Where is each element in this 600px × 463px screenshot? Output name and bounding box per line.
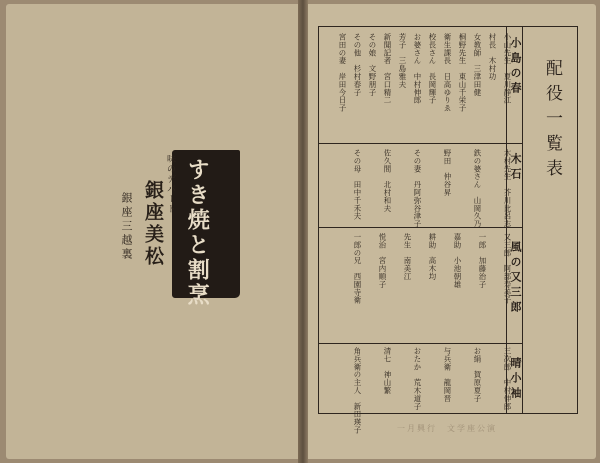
cast-entry: 宮田の妻 岸田今日子 <box>338 33 347 112</box>
play-title-4: 晴小袖 <box>509 357 522 402</box>
cast-entry: 桐野先生 東山千栄子 <box>458 33 467 112</box>
cast-entry: 芳子 三島雅夫 <box>398 33 407 89</box>
right-page <box>308 4 596 459</box>
play-title-1: 小島の春 <box>509 37 522 97</box>
cast-entry: 嘉助 小池朝雄 <box>453 233 462 289</box>
left-page <box>6 4 298 459</box>
page-title: 配役一覧表 <box>542 59 562 184</box>
cast-entry: お絹 賀原夏子 <box>473 347 482 403</box>
ad-product-text: すき焼と割烹 <box>184 158 210 308</box>
heading-column <box>522 27 577 413</box>
cast-entry: 小山先生 夏川静江 <box>503 33 512 105</box>
ad-address: 銀座三越裏 <box>120 192 133 262</box>
ad-card <box>172 150 240 308</box>
cast-entry: 与兵衛 龍岡晋 <box>443 347 452 403</box>
cast-entry: 新聞記者 宮口精二 <box>383 33 392 105</box>
play-title-2: 木石 <box>509 153 522 183</box>
cast-entry: 木村先生 芥川比呂志 <box>503 149 512 228</box>
cast-entry: その母 田中千禾夫 <box>353 149 362 221</box>
book-spine <box>298 0 308 463</box>
cast-entry: 又三郎 阿部寿美子 <box>503 233 512 305</box>
cast-entry: 先生 南美江 <box>403 233 412 281</box>
cast-entry: 野田 仲谷昇 <box>443 149 452 197</box>
cast-entry: 校長さん 長岡輝子 <box>428 33 437 105</box>
cast-entry: 女教師 三津田健 <box>473 33 482 97</box>
cast-entry: その娘 文野朋子 <box>368 33 377 97</box>
cast-entry: 角兵衛の主人 新田瑛子 <box>353 347 362 434</box>
cast-entry: その妻 丹阿弥谷津子 <box>413 149 422 228</box>
cast-entry: 清七 神山繁 <box>383 347 392 395</box>
play-title-3: 風の又三郎 <box>509 241 522 316</box>
cast-entry: お婆さん 中村伸郎 <box>413 33 422 105</box>
ad-shop-name: 銀座美松 <box>142 180 164 268</box>
cast-entry: 耕助 高木均 <box>428 233 437 281</box>
cast-entry: 一郎の兄 西園寺衛 <box>353 233 362 305</box>
cast-entry: 村長 木村功 <box>488 33 497 81</box>
cast-entry: 一郎 加藤治子 <box>478 233 487 289</box>
cast-entry: 鉄の婆さん 山岡久乃 <box>473 149 482 228</box>
cast-entry: 佐久間 北村和夫 <box>383 149 392 213</box>
bleed-through-footer: 一月興行 文学座公演 <box>397 424 497 433</box>
cast-entry: 悦治 宮内順子 <box>378 233 387 289</box>
ad-tagline: 味のデパート <box>165 154 175 214</box>
cast-entry: おたか 荒木道子 <box>413 347 422 411</box>
cast-entry: その他 杉村春子 <box>353 33 362 97</box>
cast-entry: 衛生課長 日高ゆりゑ <box>443 33 452 112</box>
cast-entry: 三次郎 中村伸郎 <box>503 347 512 411</box>
